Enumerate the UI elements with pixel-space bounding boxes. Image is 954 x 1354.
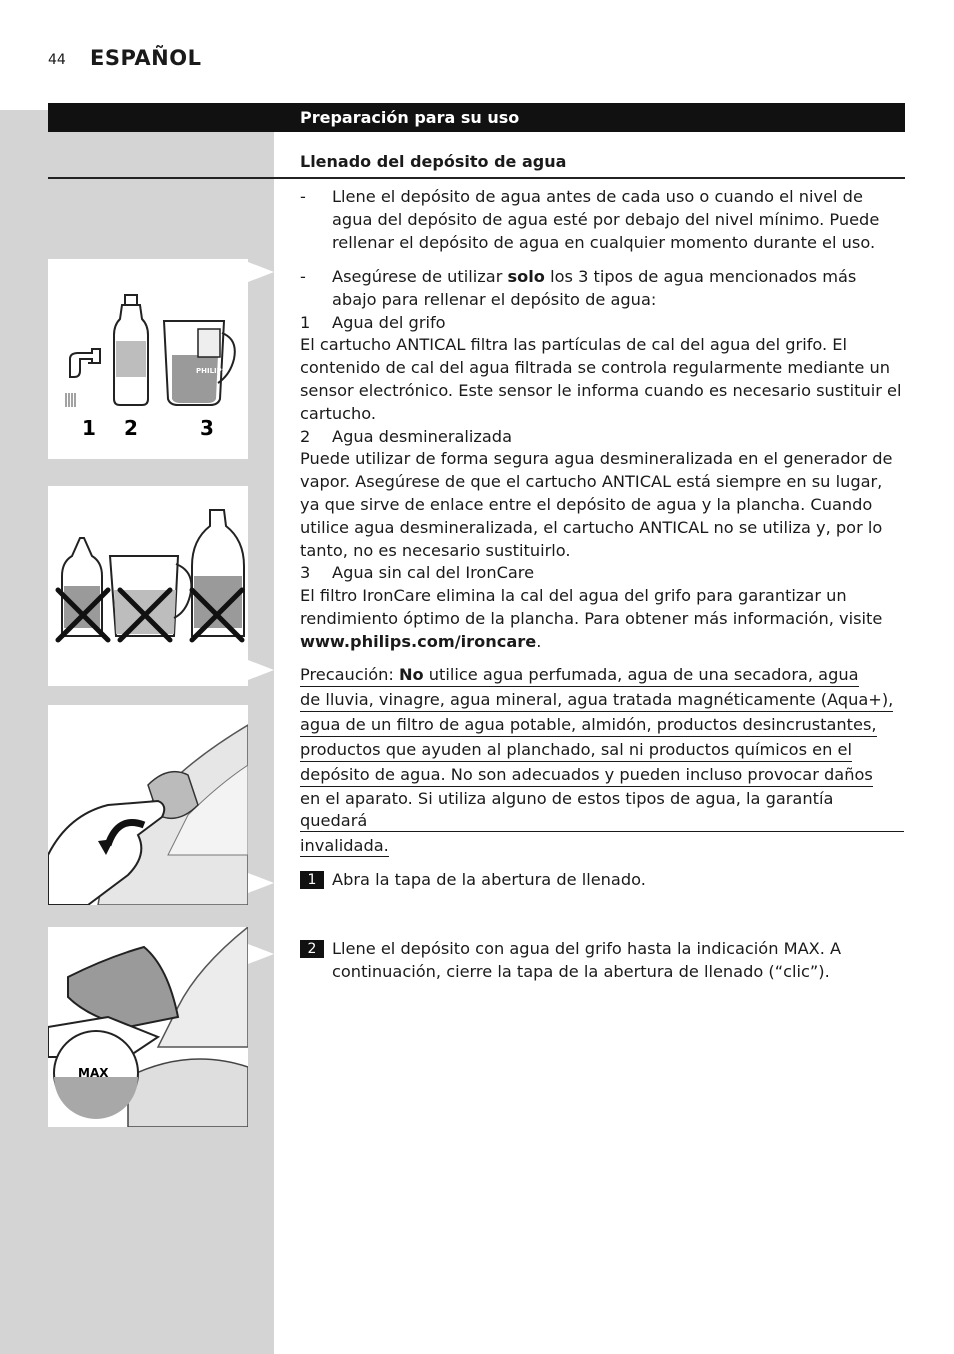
step-2 (300, 938, 904, 984)
bottle-icon (114, 295, 148, 405)
caution-label: Precaución: (300, 665, 399, 684)
jug-icon (68, 947, 178, 1027)
figure-forbidden-liquids (48, 486, 248, 686)
bullet-text: Llene el depósito de agua antes de cada uso o cuando el nivel de agua del depósito de agua esté por debajo del nivel mínimo. Puede rellenar el depósito de agua en cualquier momento durante el uso. (332, 187, 880, 252)
figure-fill-max (48, 927, 248, 1127)
step-text: Abra la tapa de la abertura de llenado. (332, 870, 646, 889)
subsection-title: Llenado del depósito de agua (300, 152, 567, 171)
figure-pointer (248, 660, 274, 680)
bullet-item: - Llene el depósito de agua antes de cada uso o cuando el nivel de agua del depósito de agua esté por debajo del nivel mínimo. Puede rellenar el depósito de agua en cualquier momento durante el uso. (300, 187, 880, 252)
water-type-title: 1 Agua del grifo (300, 312, 446, 332)
figure-label-2: 2 (124, 416, 138, 440)
section-title: Preparación para su uso (300, 108, 520, 127)
step-number-badge: 1 (300, 871, 324, 889)
water-type-desc: Puede utilizar de forma segura agua desmineralizada en el generador de vapor. Asegúrese de que el cartucho ANTICAL está siempre en su lugar, ya que sirve de enlace entre el depósito de agua y la plancha. Cuando utilice agua desmineralizada, el cartucho ANTICAL no se utiliza y, por lo tanto, no es necesario sustituirlo. (300, 449, 893, 560)
water-type-desc: El filtro IronCare elimina la cal del agua del grifo para garantizar un rendimiento óptimo de la plancha. Para obtener más información, visite www.philips.com/ironcare. (300, 586, 883, 651)
page-number: 44 (48, 52, 66, 68)
step-text: Llene el depósito con agua del grifo hasta la indicación MAX. A continuación, cierre la tapa de la abertura de llenado (“clic”). (332, 939, 842, 981)
caution-block: Precaución: No utilice agua perfumada, agua de una secadora, agua de lluvia, vinagre, agua mineral, agua tratada magnéticamente (Aqua+), agua de un filtro de agua potable, almidón, productos desincrustantes, productos que ayuden al planchado, sal ni productos químicos en el depósito de agua. No son adecuados y pueden incluso provocar daños en el aparato. Si utiliza alguno de estos tipos de agua, la garantía quedará invalidada. (300, 663, 904, 859)
ironcare-link[interactable]: www.philips.com/ironcare (300, 631, 537, 651)
figure-water-types (48, 259, 248, 459)
figure-pointer (248, 873, 274, 893)
filter-jug-icon (164, 321, 235, 405)
step-1 (300, 869, 904, 892)
tap-icon (70, 349, 100, 377)
water-type-title: 2 Agua desmineralizada (300, 426, 513, 446)
instruction-block-2 (300, 266, 904, 654)
water-type-desc: El cartucho ANTICAL filtra las partículas de cal del agua del grifo. El contenido de cal del agua filtrada se controla regularmente mediante un sensor electrónico. Este sensor le informa cuando es necesario sustituir el cartucho. (300, 335, 902, 423)
section-title-bar (48, 103, 905, 132)
subsection-divider (48, 177, 905, 179)
svg-text:PHILIPS: PHILIPS (196, 367, 227, 375)
bullet-item: - Asegúrese de utilizar solo los 3 tipos de agua mencionados más abajo para rellenar el depósito de agua: (300, 267, 857, 309)
figure-label-3: 3 (200, 416, 214, 440)
figure-label-1: 1 (82, 416, 96, 440)
figure-pointer (248, 262, 274, 282)
max-label: MAX (78, 1066, 109, 1080)
language-heading: ESPAÑOL (90, 46, 202, 70)
water-type-title: 3 Agua sin cal del IronCare (300, 563, 535, 583)
step-number-badge: 2 (300, 940, 324, 958)
figure-pointer (248, 944, 274, 964)
instruction-block-1 (300, 186, 904, 254)
figure-open-cap (48, 705, 248, 905)
